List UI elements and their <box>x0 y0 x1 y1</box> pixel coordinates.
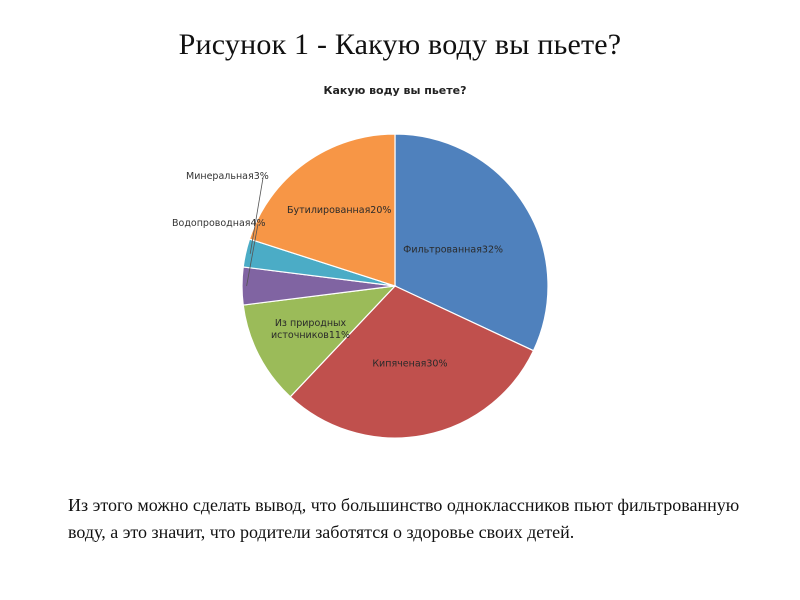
pie-slice-label: Бутилированная20% <box>286 204 392 216</box>
pie-slices <box>242 134 548 438</box>
chart-title: Какую воду вы пьете? <box>323 84 467 97</box>
pie-slice-label: Кипяченая30% <box>372 358 448 370</box>
pie-slice-label: Из природных источников11% <box>270 317 351 341</box>
conclusion-text: Из этого можно сделать вывод, что большинство одноклассников пьют фильтрованную воду, а это значит, что родители заботятся о здоровье своих детей. <box>68 495 740 542</box>
pie-slice-label: Минеральная3% <box>186 171 269 182</box>
pie-slice-label: Водопроводная4% <box>172 218 266 229</box>
pie-slice-label: Фильтрованная32% <box>403 244 504 256</box>
slide-title: Рисунок 1 - Какую воду вы пьете? <box>178 28 622 61</box>
